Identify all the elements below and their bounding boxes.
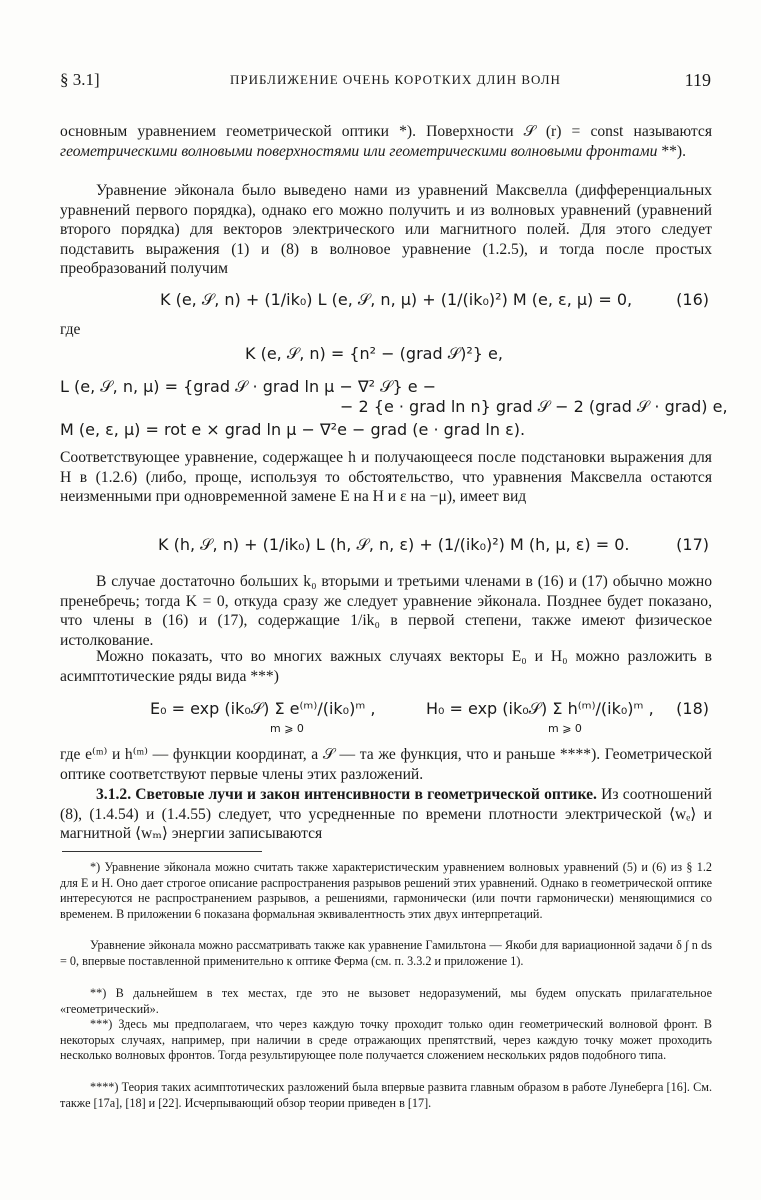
equation-17-number: (17) bbox=[676, 535, 709, 554]
equation-17: K (h, 𝒮, n) + (1/ik₀) L (h, 𝒮, n, ε) + (1/(ik₀)²) M (h, μ, ε) = 0. bbox=[158, 535, 630, 554]
footnote-4: ****) Теория таких асимптотических разложений была впервые развита главным образом в работе Лунеберга [16]. См. также [17a], [18] и [22]. Исчерпывающий обзор теории приведен в [17]. bbox=[60, 1080, 712, 1110]
footnote-2: **) В дальнейшем в тех местах, где это не вызовет недоразумений, мы будем опускать прилагательное «геометрический». bbox=[60, 986, 712, 1016]
paragraph-6: где e⁽ᵐ⁾ и h⁽ᵐ⁾ — функции координат, а 𝒮 — та же функция, что и раньше ****). Геометрической оптике соответствуют первые члены этих разложений. bbox=[60, 746, 712, 783]
equation-18-E: E₀ = exp (ik₀𝒮) Σ e⁽ᵐ⁾/(ik₀)ᵐ , bbox=[150, 699, 376, 718]
section-number: § 3.1] bbox=[60, 70, 100, 89]
page-number: 119 bbox=[684, 70, 711, 90]
equation-18-number: (18) bbox=[676, 699, 709, 718]
paragraph-5: Можно показать, что во многих важных случаях векторы E₀ и H₀ можно разложить в асимптотические ряды вида ***) bbox=[60, 648, 712, 685]
paragraph-2: Уравнение эйконала было выведено нами из уравнений Максвелла (дифференциальных уравнений первого порядка), однако его можно получить и из волновых уравнений (уравнений второго порядка) для векторов электрического или магнитного полей. Для этого следует подставить выражения (1) и (8) в волновое уравнение (1.2.5), и тогда после простых преобразований получим bbox=[60, 182, 712, 278]
definition-L-line1: L (e, 𝒮, n, μ) = {grad 𝒮 · grad ln μ − ∇² 𝒮} e − bbox=[60, 377, 437, 396]
equation-18-H: H₀ = exp (ik₀𝒮) Σ h⁽ᵐ⁾/(ik₀)ᵐ , bbox=[426, 699, 654, 718]
running-title: ПРИБЛИЖЕНИЕ ОЧЕНЬ КОРОТКИХ ДЛИН ВОЛН bbox=[230, 72, 561, 87]
paragraph-1 bbox=[60, 122, 712, 161]
running-header bbox=[60, 70, 711, 94]
paragraph-4: В случае достаточно больших k₀ вторыми и третьими членами в (16) и (17) обычно можно пренебречь; тогда K = 0, откуда сразу же следует уравнение эйконала. Позднее будет показано, что члены в (16) и (17), содержащие 1/ik₀ в первой степени, также имеют физическое истолкование. bbox=[60, 573, 712, 649]
sum-range-E: m ⩾ 0 bbox=[270, 722, 304, 735]
equation-16: K (e, 𝒮, n) + (1/ik₀) L (e, 𝒮, n, μ) + (1/(ik₀)²) M (e, ε, μ) = 0, bbox=[160, 290, 633, 309]
p7-text: Из соотношений (8), (1.4.54) и (1.4.55) следует, что усредненные по времени плотности электрической ⟨wₑ⟩ и магнитной ⟨wₘ⟩ энергии записываются bbox=[60, 786, 712, 843]
footnote-3: ***) Здесь мы предполагаем, что через каждую точку проходит только один геометрический волновой фронт. В некоторых случаях, например, при наличии в среде отражающих препятствий, через каждую точку может проходить несколько волновых фронтов. Тогда результирующее поле получается сложением нескольких рядов подобного типа. bbox=[60, 1017, 712, 1063]
definition-M: M (e, ε, μ) = rot e × grad ln μ − ∇²e − grad (e · grad ln ε). bbox=[60, 420, 526, 439]
paragraph-7 bbox=[60, 785, 712, 844]
sum-range-H: m ⩾ 0 bbox=[548, 722, 582, 735]
footnote-1: *) Уравнение эйконала можно считать также характеристическим уравнением волновых уравнений (5) и (6) из § 1.2 для E и H. Оно дает строгое описание распространения разрывов решений этих уравнений. Однако в геометрической оптике интересуются не распространением разрывов, а решениями, гармонически (или почти гармонически) меняющимися со временем. В приложении 6 показана формальная эквивалентность этих двух интерпретаций. bbox=[60, 860, 712, 921]
p1-footnote-ref: **). bbox=[657, 142, 687, 160]
subsection-heading: 3.1.2. Световые лучи и закон интенсивности в геометрической оптике. bbox=[96, 786, 597, 803]
p1-text: основным уравнением геометрической оптики *). Поверхности 𝒮 (r) = const называются bbox=[60, 123, 712, 140]
footnote-1-continued: Уравнение эйконала можно рассматривать также как уравнение Гамильтона — Якоби для вариационной задачи δ ∫ n ds = 0, впервые поставленной применительно к оптике Ферма (см. п. 3.3.2 и приложение 1). bbox=[60, 938, 712, 968]
definition-K: K (e, 𝒮, n) = {n² − (grad 𝒮)²} e, bbox=[245, 344, 503, 363]
footnote-separator bbox=[62, 851, 262, 852]
p1-italic-term: геометрическими волновыми поверхностями или геометрическими волновыми фронтами bbox=[60, 142, 658, 160]
where-label-1: где bbox=[60, 321, 81, 338]
paragraph-3: Соответствующее уравнение, содержащее h и получающееся после подстановки выражения для H в (1.2.6) (либо, проще, используя то обстоятельство, что уравнения Максвелла остаются неизменными при одновременной замене E на H и ε на −μ), имеет вид bbox=[60, 449, 712, 506]
equation-16-number: (16) bbox=[676, 290, 709, 309]
definition-L-line2: − 2 {e · grad ln n} grad 𝒮 − 2 (grad 𝒮 · grad) e, bbox=[340, 397, 728, 416]
